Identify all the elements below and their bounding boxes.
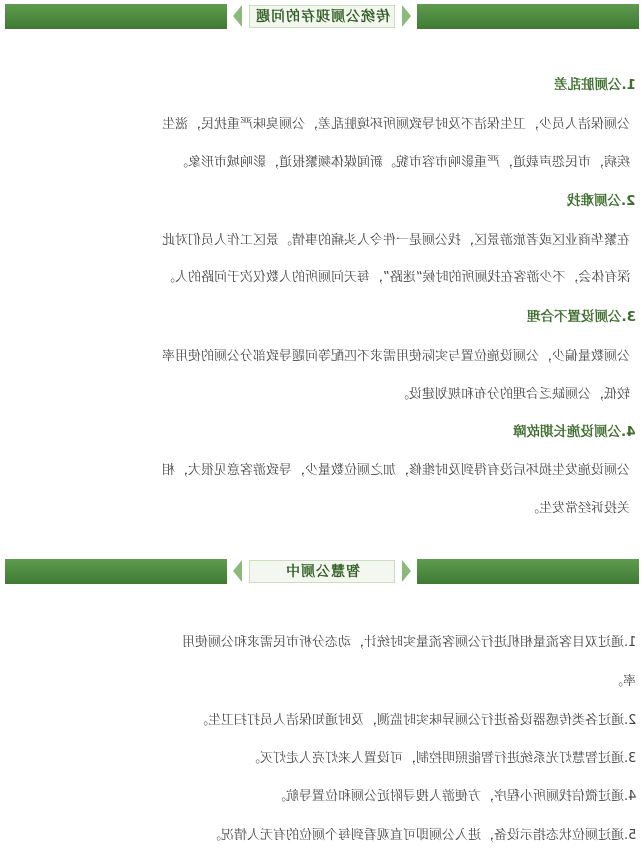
banner-center	[227, 3, 417, 30]
banner-title-box	[249, 5, 395, 28]
list-item-5: 5.通过厕位状态指示设备，进入公厕即可直观看到每个厕位的有无人情况。	[207, 828, 636, 843]
section2-title: 智慧公厕中	[284, 564, 360, 580]
item1-heading: 1.公厕脏乱差	[553, 77, 636, 93]
chevron-left-icon	[233, 560, 242, 582]
chevron-left-icon	[233, 5, 242, 27]
item3-line2: 较低，公厕缺乏合理的分布和规划建设。	[395, 387, 630, 402]
section1-title: 传统公厕现存的问题	[254, 9, 390, 25]
item2-heading: 2.公厕难找	[567, 193, 636, 209]
list-item-1: 1.通过双目客流量相机进行公厕客流量实时统计，动态分析市民需求和公厕使用	[181, 635, 636, 650]
banner-title-box	[249, 560, 395, 583]
section2-banner	[5, 558, 639, 585]
item3-heading: 3.公厕设置不合理	[526, 309, 636, 325]
item2-line2: 深有体会，不少游客在找厕所的时候“迷路”，每天问厕所的人数仅次于问路的人。	[161, 270, 630, 285]
list-item-4: 4.通过微信找厕所小程序，方便游人搜寻附近公厕和位置导航。	[272, 789, 636, 804]
item1-line1: 公厕保洁人员少，卫生保洁不及时导致厕所环境脏乱差，公厕臭味严重扰民，滋生	[161, 117, 630, 132]
banner-center	[227, 558, 417, 585]
item1-line2: 疾病，市民怨声载道，严重影响市容市貌。新闻媒体频繁报道，影响城市形象。	[174, 155, 630, 170]
list-item-2: 2.通过各类传感器设备进行公厕异味实时监测，及时通知保洁人员打扫卫生。	[194, 713, 636, 728]
section1-banner	[5, 3, 639, 30]
chevron-right-icon	[402, 5, 411, 27]
list-item-3: 3.通过智慧灯光系统进行智能照明控制，可设置人来灯亮人走灯灭。	[246, 751, 636, 766]
item4-line2: 关投诉经常发生。	[525, 501, 630, 516]
item3-line1: 公厕数量偏少，公厕设施位置与实际使用需求不匹配等问题导致部分公厕的使用率	[161, 349, 630, 364]
item2-line1: 在繁华商业区或者旅游景区，找公厕是一件令人头痛的事情。景区工作人员们对此	[161, 233, 630, 248]
list-item-1-cont: 率。	[609, 674, 636, 689]
chevron-right-icon	[402, 560, 411, 582]
item4-line1: 公厕设施发生损坏后没有得到及时维修，加之厕位数量少，导致游客意见很大，相	[161, 463, 630, 478]
item4-heading: 4.公厕设施长期故障	[513, 424, 636, 440]
